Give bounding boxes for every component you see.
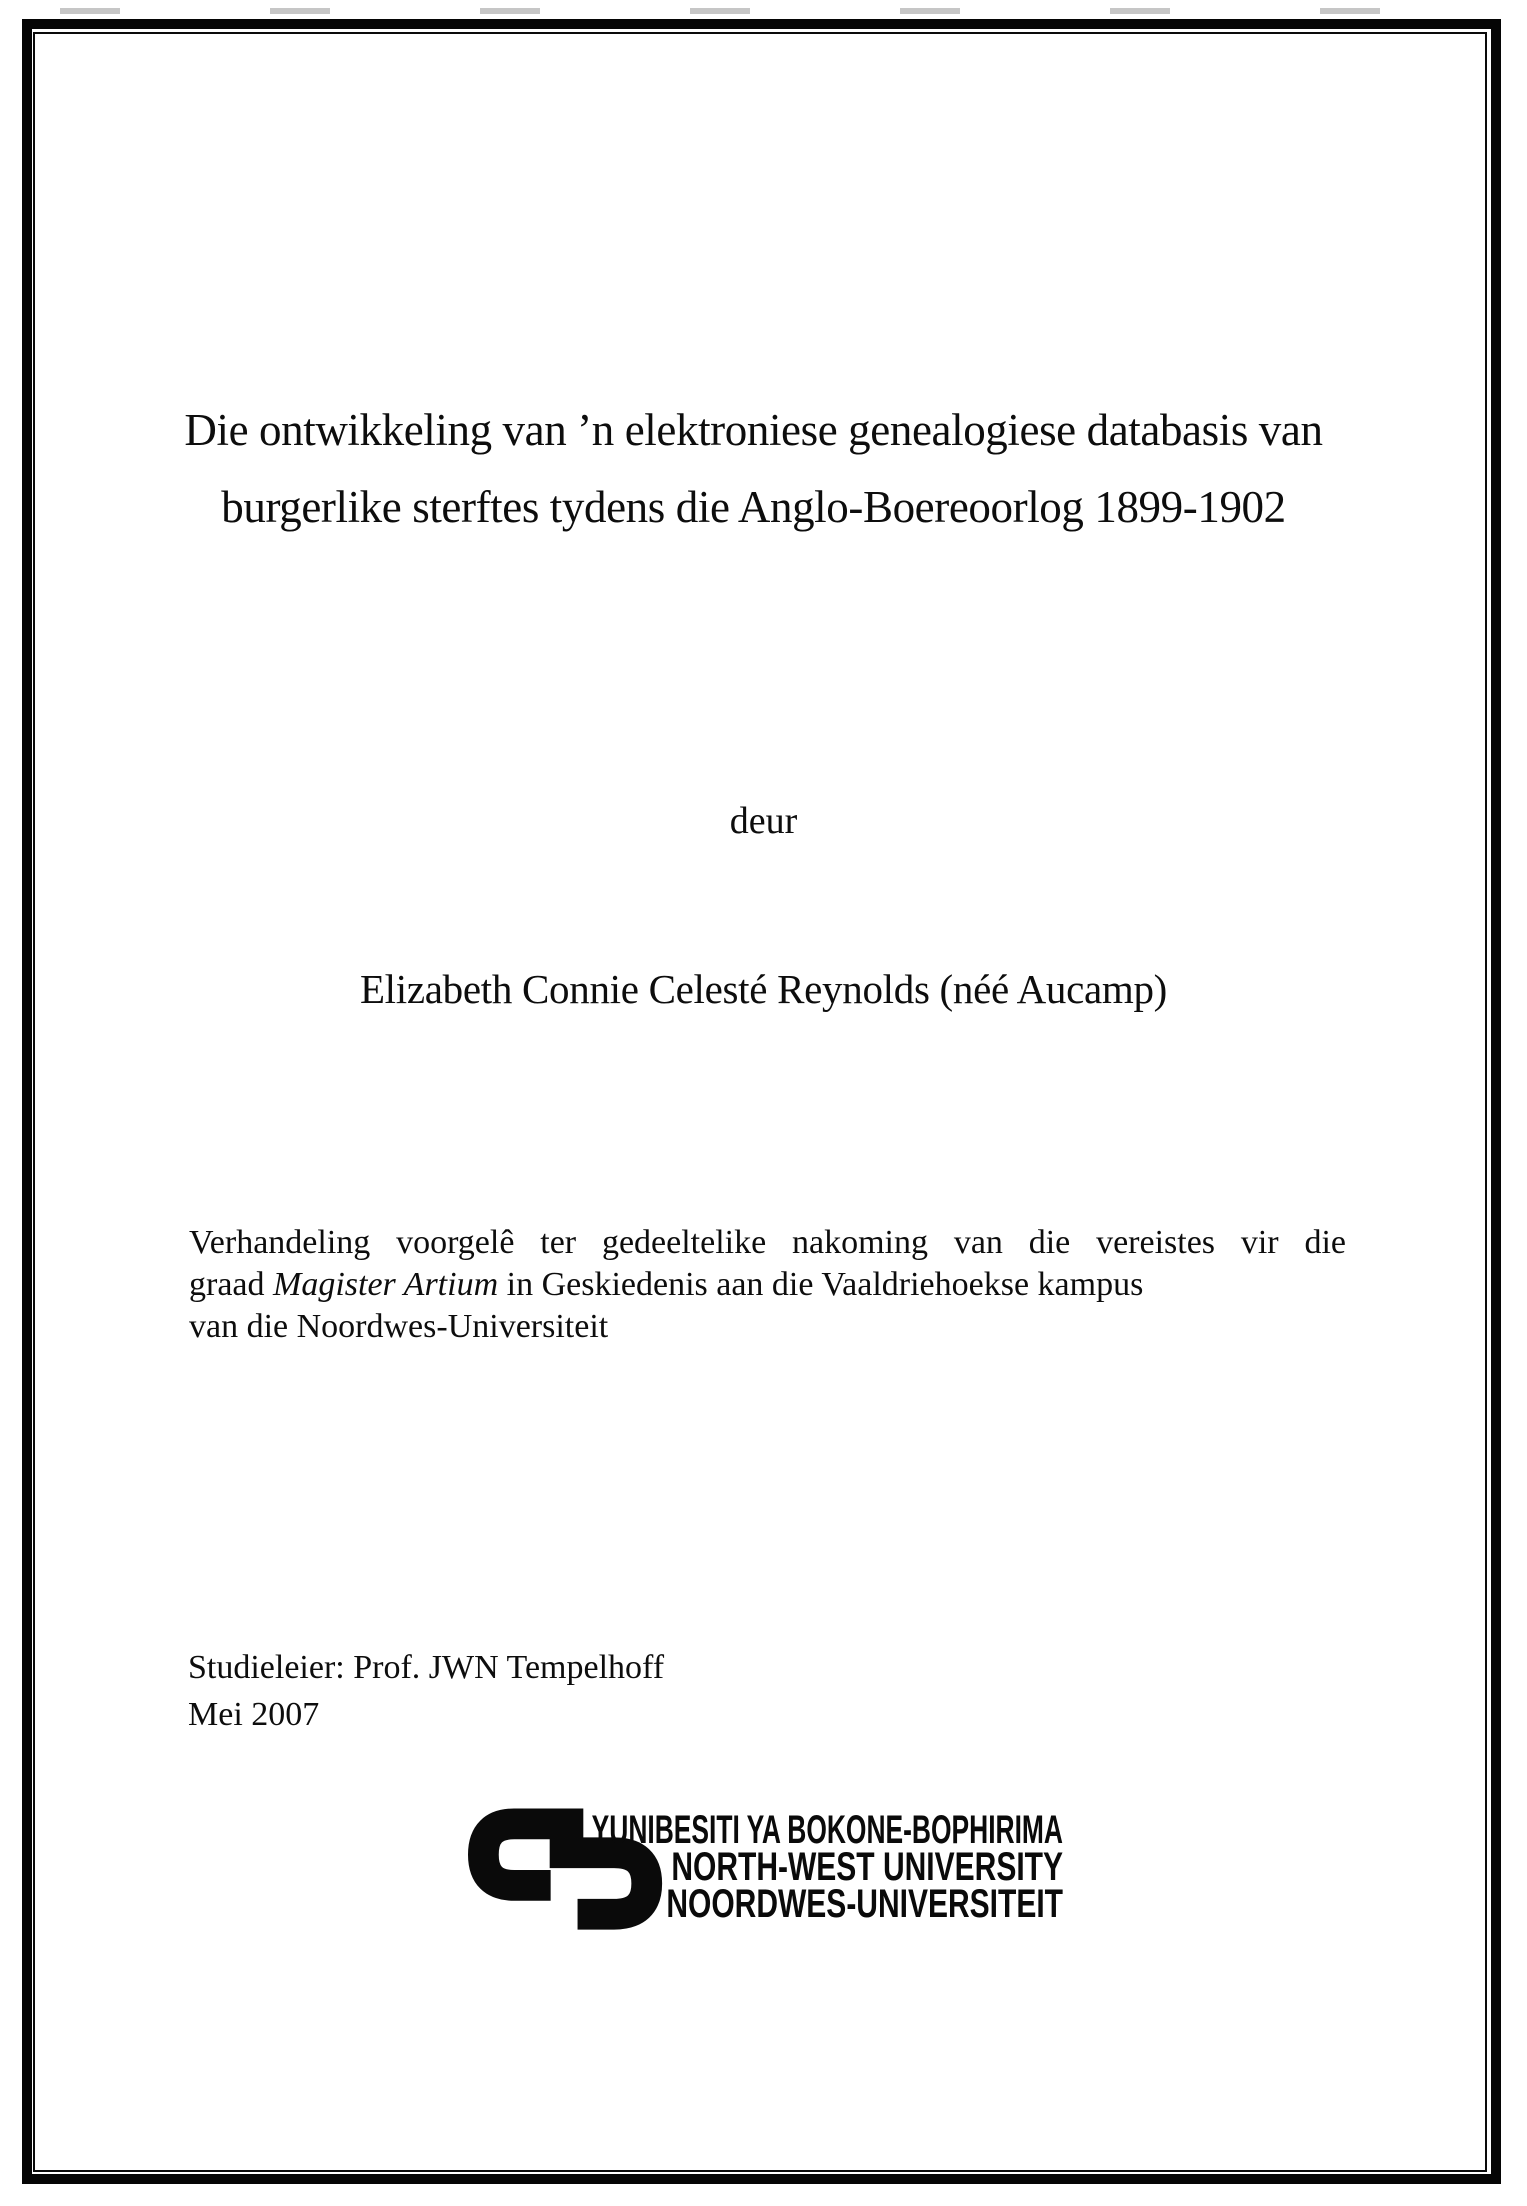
scan-artifact [60, 8, 1460, 14]
university-name-block [303, 1808, 1063, 1926]
declaration-line2-prefix: graad [189, 1266, 274, 1303]
degree-declaration [189, 1222, 1346, 1348]
byline-label: deur [729, 800, 798, 842]
supervisor-block [188, 1644, 664, 1738]
university-name-setswana: YUNIBESITI YA BOKONE-BOPHIRIMA [591, 1808, 1063, 1852]
declaration-line1: Verhandeling voorgelê ter gedeeltelike nakoming van die vereistes vir die [189, 1224, 1346, 1261]
university-name-english: NORTH-WEST UNIVERSITY [671, 1845, 1063, 1889]
declaration-line3: van die Noordwes-Universiteit [189, 1308, 609, 1345]
university-name-afrikaans: NOORDWES-UNIVERSITEIT [666, 1882, 1063, 1926]
date-line: Mei 2007 [188, 1696, 320, 1733]
thesis-title-line1: Die ontwikkeling van ’n elektroniese genealogiese databasis van [184, 405, 1323, 455]
supervisor-line: Studieleier: Prof. JWN Tempelhoff [188, 1649, 665, 1686]
thesis-title-line2: burgerlike sterftes tydens die Anglo-Boereoorlog 1899-1902 [221, 482, 1286, 532]
declaration-line2-suffix: in Geskiedenis aan die Vaaldriehoekse kampus [498, 1266, 1144, 1303]
thesis-title [100, 392, 1407, 546]
author-name: Elizabeth Connie Celesté Reynolds (néé Aucamp) [359, 966, 1168, 1012]
declaration-line2 [189, 1264, 1346, 1306]
declaration-degree-name: Magister Artium [273, 1266, 499, 1303]
